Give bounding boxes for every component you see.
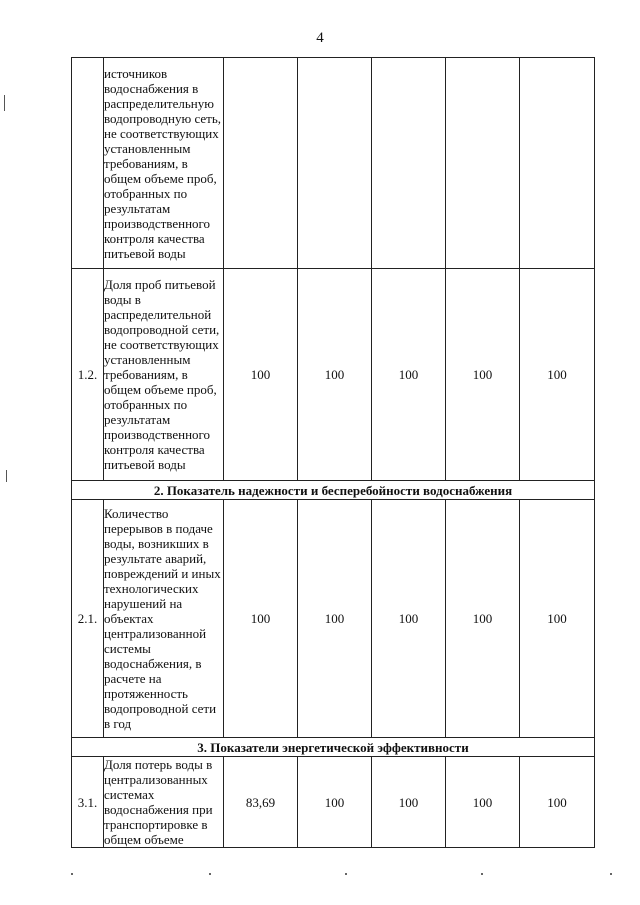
table-row (72, 58, 595, 269)
value-cell (372, 58, 446, 269)
value-cell (520, 58, 595, 269)
value-cell: 100 (372, 757, 446, 848)
row-number (72, 58, 104, 269)
value-cell: 100 (298, 500, 372, 738)
value-cell: 83,69 (224, 757, 298, 848)
value-cell: 100 (446, 500, 520, 738)
value-cell: 100 (446, 757, 520, 848)
table-row (72, 757, 595, 848)
value-cell: 100 (520, 757, 595, 848)
section-heading: 2. Показатель надежности и бесперебойности водоснабжения (72, 481, 595, 500)
scan-edge-mark (4, 95, 5, 111)
scan-dot (209, 873, 211, 875)
section-row (72, 481, 595, 500)
value-cell: 100 (372, 500, 446, 738)
value-cell: 100 (520, 269, 595, 481)
table-row (72, 269, 595, 481)
scan-dot (610, 873, 612, 875)
value-cell: 100 (298, 269, 372, 481)
value-cell: 100 (446, 269, 520, 481)
page-number: 4 (316, 30, 324, 46)
indicator-description: Количество перерывов в подаче воды, возникших в результате аварий, повреждений и иных технологических нарушений на объектах централизованной системы водоснабжения, в расчете на протяженность водопроводной сети в год (104, 500, 224, 738)
scan-dot (481, 873, 483, 875)
table-row (72, 500, 595, 738)
indicator-description: Доля потерь воды в централизованных системах водоснабжения при транспортировке в общем объеме (104, 757, 224, 848)
value-cell: 100 (298, 757, 372, 848)
value-cell (298, 58, 372, 269)
section-heading: 3. Показатели энергетической эффективности (72, 738, 595, 757)
row-number: 3.1. (72, 757, 104, 848)
value-cell: 100 (224, 269, 298, 481)
row-number: 1.2. (72, 269, 104, 481)
indicator-description: источников водоснабжения в распределительную водопроводную сеть, не соответствующих установленным требованиям, в общем объеме проб, отобранных по результатам производственного контроля качества питьевой воды (104, 58, 224, 269)
value-cell (224, 58, 298, 269)
scan-dot (345, 873, 347, 875)
value-cell: 100 (372, 269, 446, 481)
value-cell: 100 (224, 500, 298, 738)
value-cell (446, 58, 520, 269)
value-cell: 100 (520, 500, 595, 738)
row-number: 2.1. (72, 500, 104, 738)
indicator-description: Доля проб питьевой воды в распределительной водопроводной сети, не соответствующих установленным требованиям, в общем объеме проб, отобранных по результатам производственного контроля качества питьевой воды (104, 269, 224, 481)
scan-dot (71, 873, 73, 875)
indicators-table (71, 57, 595, 848)
scan-edge-mark (6, 470, 7, 482)
section-row (72, 738, 595, 757)
